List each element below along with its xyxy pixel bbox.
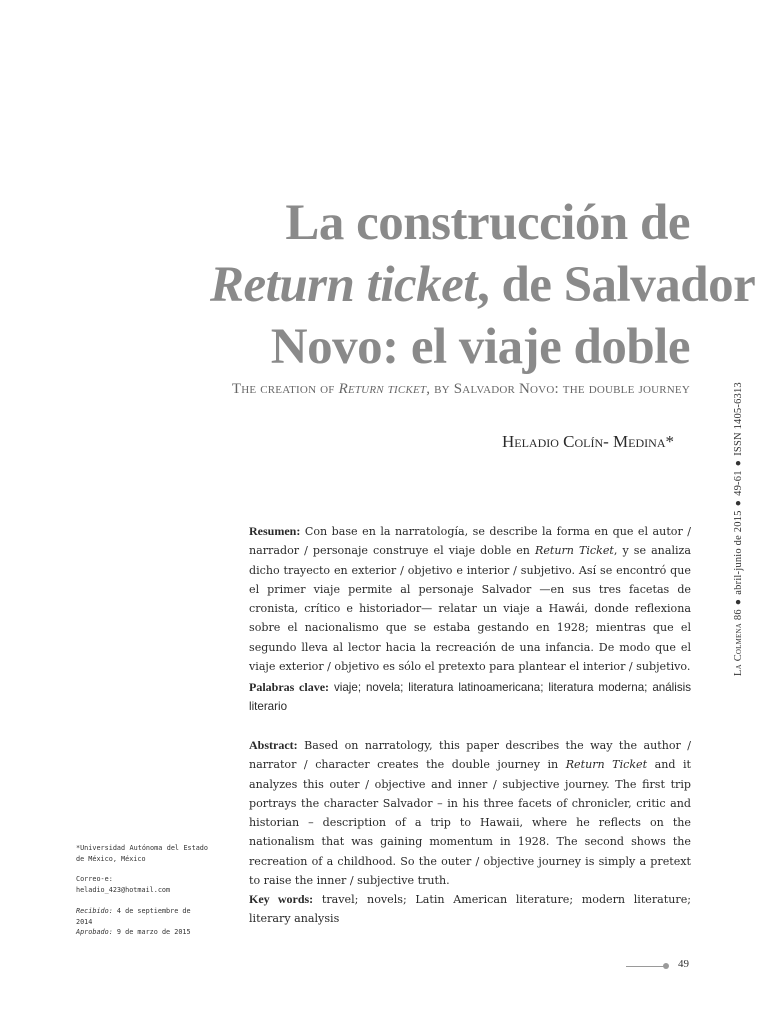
- article-title: [210, 192, 756, 378]
- separator-dot: ●: [733, 459, 744, 467]
- approved-label: Aprobado:: [76, 928, 113, 936]
- email-label: Correo-e:: [76, 875, 113, 883]
- author-name: Heladio Colín- Medina*: [501, 432, 674, 451]
- resumen-paragraph: [249, 522, 691, 676]
- received-label: Recibido:: [76, 907, 113, 915]
- journal-issn: ISSN 1405-6313: [733, 382, 744, 456]
- resumen-italic: Return Ticket: [534, 544, 614, 558]
- subtitle-italic: Return ticket: [338, 381, 427, 397]
- title-italic-work: Return ticket: [210, 257, 477, 314]
- key-words-text: travel; novels; Latin American literature; modern literature; literary analysis: [249, 893, 692, 926]
- title-line-2-rest: , de Salvador: [476, 257, 756, 314]
- journal-pages: 49-61: [733, 470, 744, 496]
- submission-dates: [76, 906, 208, 938]
- abstract-text-2: and it analyzes this outer / objective and inner / subjective journey. The first trip portrays the character Salvador – in his three facets of chronicler, critic and historian – description of a trip to Hawaii, where he reflects on the nationalism that was gaining momentum in 1928. The second shows the recreation of a childhood. So the outer / objective journey is simply a pretext to raise the inner / subjective truth.: [249, 758, 691, 888]
- palabras-clave-label: Palabras clave:: [249, 680, 330, 694]
- abstract-text-1: Based on narratology, this paper describes the way the author / narrator / character creates the double journey in: [249, 739, 691, 772]
- author-email-note: [76, 874, 208, 895]
- author-email: heladio_423@hotmail.com: [76, 885, 171, 894]
- journal-dates: abril-junio de 2015: [733, 510, 744, 595]
- received-date: 4 de septiembre de 2014: [76, 907, 191, 926]
- resumen-text-2: , y se analiza dicho trayecto en exterior / objetivo e interior / subjetivo. Así se encontró que el primer viaje permite al personaje Salvador —en sus tres facetas de cronista, crítico e historiador— relatar un viaje a Hawái, donde reflexiona sobre el nacionalismo que se estaba gestando en 1928; mientras que el segundo lleva al lector hacia la recreación de una infancia. De modo que el viaje exterior / objetivo es sólo el pretexto para plantear el interior / subjetivo.: [249, 544, 691, 674]
- palabras-clave-text: viaje; novela; literatura latinoamericana; literatura moderna; análisis literario: [249, 681, 691, 714]
- journal-running-head: [733, 382, 744, 676]
- palabras-clave-paragraph: [249, 678, 691, 717]
- resumen-label: Resumen:: [249, 524, 301, 538]
- approved-date: 9 de marzo de 2015: [112, 928, 191, 936]
- journal-name: La Colmena 86: [733, 609, 744, 676]
- approved-date-line: [76, 927, 208, 938]
- received-date-line: [76, 906, 208, 927]
- page-number-dot: [663, 963, 669, 969]
- abstract-label: Abstract:: [249, 738, 298, 752]
- title-line-1: La construcción de: [285, 195, 690, 252]
- abstract-paragraph: [249, 736, 691, 890]
- separator-dot: ●: [733, 598, 744, 606]
- subtitle-prefix: The creation of: [231, 381, 339, 397]
- abstract-italic: Return Ticket: [565, 758, 648, 772]
- title-line-3: Novo: el viaje doble: [270, 319, 690, 376]
- resumen-text-1: Con base en la narratología, se describe la forma en que el autor / narrador / personaje construye el viaje doble en: [249, 525, 691, 558]
- author-affiliation: *Universidad Autónoma del Estado de México, México: [76, 844, 208, 863]
- english-subtitle: [232, 381, 690, 398]
- separator-dot: ●: [733, 499, 744, 507]
- key-words-label: Key words:: [249, 892, 314, 906]
- page-number-rule: [626, 966, 666, 967]
- key-words-paragraph: [249, 890, 691, 929]
- subtitle-suffix: , by Salvador Novo: the double journey: [426, 381, 690, 397]
- page-number: 49: [678, 958, 689, 970]
- title-line-2: [210, 254, 756, 316]
